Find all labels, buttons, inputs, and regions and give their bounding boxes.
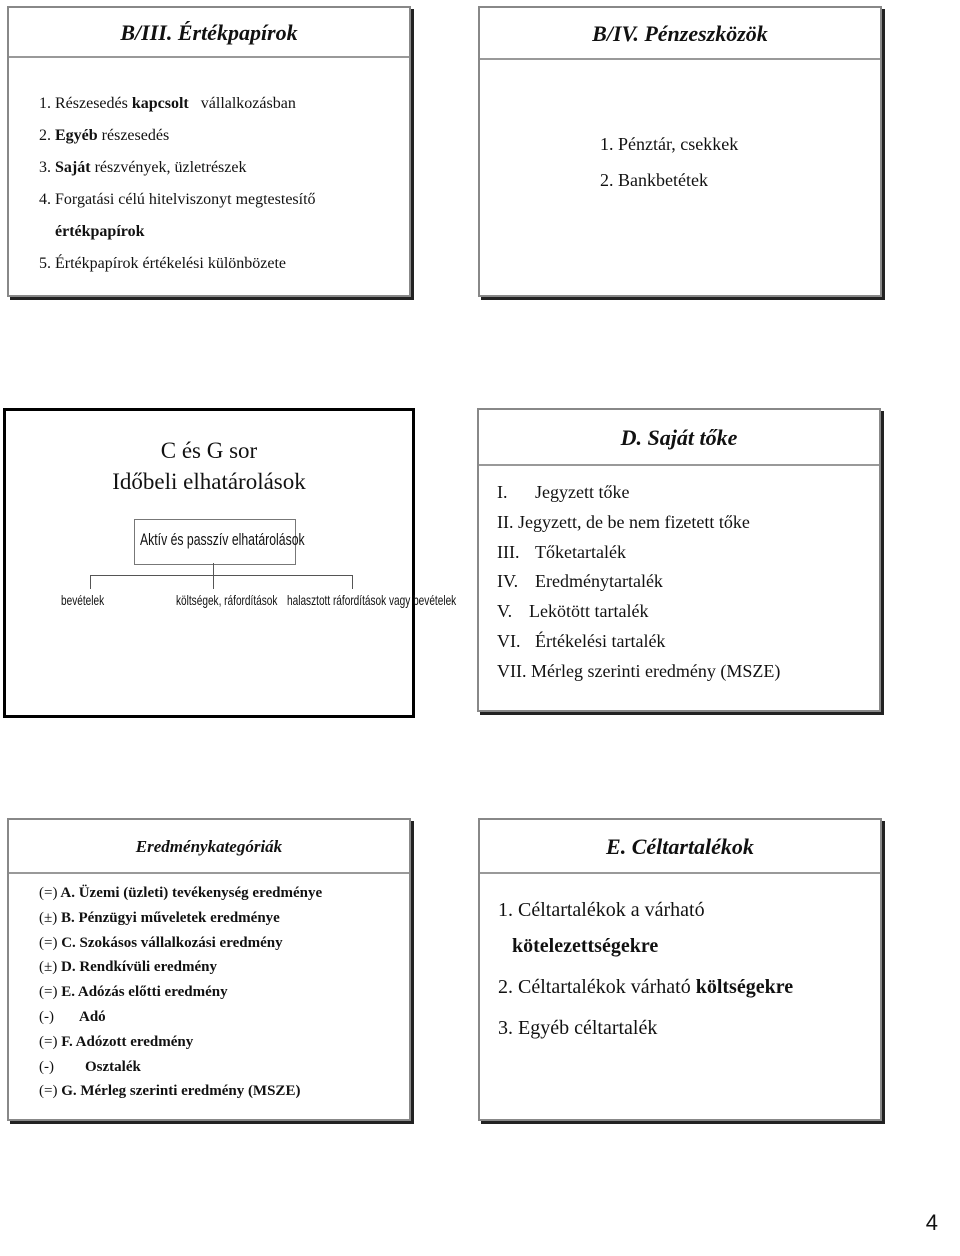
slide-celtartalekok bbox=[478, 818, 882, 1121]
slide-title bbox=[6, 435, 412, 497]
list-item: III. Tőketartalék bbox=[497, 541, 626, 562]
list-item: (=) F. Adózott eredmény bbox=[39, 1033, 194, 1050]
list-item-continuation: kötelezettségekre bbox=[512, 935, 659, 957]
item-list bbox=[39, 88, 316, 280]
slide-ertekpapirok bbox=[7, 6, 411, 297]
list-item: 2. Céltartalékok várható költségekre bbox=[498, 976, 794, 998]
list-item: 1. Céltartalékok a várható bbox=[498, 899, 705, 921]
list-item: 5. Értékpapírok értékelési különbözete bbox=[39, 255, 287, 272]
item-list bbox=[497, 478, 780, 687]
item-list bbox=[600, 126, 738, 198]
title-line-2: Időbeli elhatárolások bbox=[112, 469, 306, 494]
slide-title: B/III. Értékpapírok bbox=[120, 20, 298, 45]
org-root: Aktív és passzív elhatárolások bbox=[140, 530, 305, 549]
list-item: (=) A. Üzemi (üzleti) tevékenység eredménye bbox=[39, 885, 323, 901]
org-child-halasztott: halasztott ráfordítások vagy bevételek bbox=[287, 592, 457, 608]
list-item: (-) Adó bbox=[39, 1008, 106, 1025]
slide-title-box bbox=[480, 8, 880, 60]
org-connector bbox=[90, 575, 352, 576]
slide-title: D. Saját tőke bbox=[620, 425, 738, 450]
page-number: 4 bbox=[925, 1210, 938, 1235]
slide-penzeszkozok bbox=[478, 6, 882, 297]
list-item: V. Lekötött tartalék bbox=[497, 601, 649, 622]
list-item: 2. Egyéb részesedés bbox=[39, 127, 170, 144]
list-item: VII. Mérleg szerinti eredmény (MSZE) bbox=[497, 660, 781, 681]
slide-eredmenykategoriak bbox=[7, 818, 411, 1121]
list-item: 1. Részesedés kapcsolt vállalkozásban bbox=[39, 95, 296, 112]
list-item: II. Jegyzett, de be nem fizetett tőke bbox=[497, 511, 750, 532]
list-item: (=) E. Adózás előtti eredmény bbox=[39, 984, 228, 1001]
slide-title-box bbox=[9, 8, 409, 58]
title-line-1: C és G sor bbox=[160, 438, 258, 463]
slide-title: B/IV. Pénzeszközök bbox=[592, 21, 768, 46]
org-connector bbox=[90, 575, 91, 589]
slide-title: Eredménykategóriák bbox=[135, 837, 283, 856]
slide-title-box bbox=[480, 820, 880, 874]
org-child-koltsegek: költségek, ráfordítások bbox=[176, 592, 278, 608]
org-connector bbox=[213, 575, 214, 589]
slide-title: E. Céltartalékok bbox=[606, 834, 754, 859]
slide-idobeli-elhatarolasok bbox=[3, 408, 457, 718]
list-item: I. Jegyzett tőke bbox=[497, 482, 630, 502]
slide-sajat-toke bbox=[477, 408, 881, 712]
item-list bbox=[39, 881, 322, 1104]
slide-title-box bbox=[9, 820, 409, 874]
list-item: 3. Saját részvények, üzletrészek bbox=[39, 159, 247, 176]
org-connector bbox=[213, 563, 214, 575]
list-item: (±) D. Rendkívüli eredmény bbox=[39, 959, 217, 976]
list-item: VI. Értékelési tartalék bbox=[497, 630, 666, 651]
list-item: (±) B. Pénzügyi műveletek eredménye bbox=[39, 909, 280, 926]
list-item: 4. Forgatási célú hitelviszonyt megtestesítő bbox=[39, 191, 316, 208]
slide-title-box bbox=[479, 410, 879, 466]
list-item: (=) C. Szokásos vállalkozási eredmény bbox=[39, 934, 283, 951]
list-item: (-) Osztalék bbox=[39, 1058, 141, 1075]
list-item: értékpapírok bbox=[55, 223, 145, 240]
list-item: 3. Egyéb céltartalék bbox=[498, 1017, 658, 1039]
list-item: IV. Eredménytartalék bbox=[497, 571, 663, 592]
list-item: (=) G. Mérleg szerinti eredmény (MSZE) bbox=[39, 1083, 301, 1100]
item-list bbox=[498, 892, 793, 1046]
org-connector bbox=[352, 575, 353, 589]
list-item: 1. Pénztár, csekkek bbox=[600, 134, 739, 154]
list-item: 2. Bankbetétek bbox=[600, 170, 708, 190]
org-child-bevetelek: bevételek bbox=[61, 592, 105, 608]
